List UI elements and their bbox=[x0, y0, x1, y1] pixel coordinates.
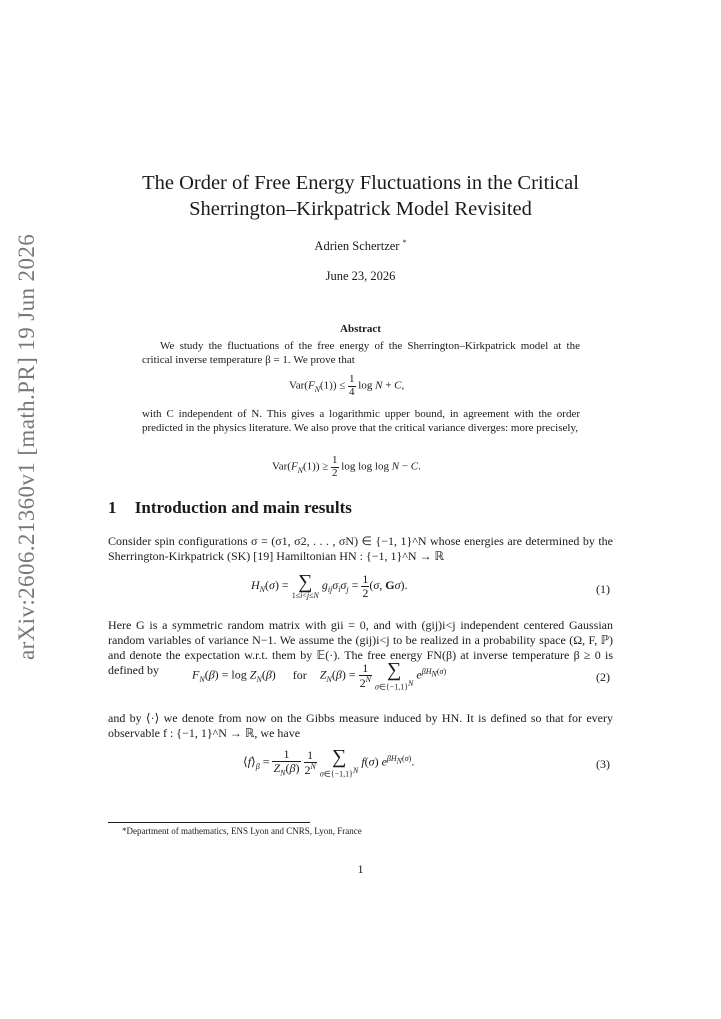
author-footnote-mark: * bbox=[402, 238, 407, 247]
paper-date: June 23, 2026 bbox=[325, 269, 396, 283]
abstract-paragraph-2: with C independent of N. This gives a logarithmic upper bound, in agreement with the order predicted in the physics literature. We also prove that the critical variance diverges: more precisely, bbox=[142, 408, 580, 434]
author-name: Adrien Schertzer bbox=[314, 239, 400, 254]
section-number: 1 bbox=[108, 498, 117, 517]
arxiv-sidebar-stamp: arXiv:2606.21360v1 [math.PR] 19 Jun 2026 bbox=[14, 233, 39, 660]
equation-label-2: (2) bbox=[596, 670, 610, 684]
section-title: Introduction and main results bbox=[134, 498, 352, 517]
paragraph-2: Here G is a symmetric random matrix with gii = 0, and with (gij)i<j independent centered Gaussian random variables of variance N−1. We assume the (gij)i<j to be realized in a probability space (Ω, F, ℙ) and denote the expectation w.r.t. them by 𝔼(·). The free energy FN(β) at inverse temperature β ≥ 0 is defined by bbox=[108, 618, 613, 677]
equation-label-1: (1) bbox=[596, 582, 610, 596]
abstract-equation-lower-bound: $Var(F_N(1))$ ≥ $\frac{1}{2}$ log log log N − C. bbox=[272, 454, 421, 479]
equation-free-energy: $F_N(\beta) = \log Z_N(\beta)$ for $Z_N(\beta)$ = $\frac{1}{2^N}$ ∑ $\sigma\in\{-1,1\}^N$ $e^{\beta H_N(\sigma)}$ bbox=[192, 659, 447, 692]
footnote-rule bbox=[108, 822, 310, 823]
abstract-paragraph-1: We study the fluctuations of the free energy of the Sherrington–Kirkpatrick model at the critical inverse temperature β = 1. We prove that bbox=[142, 340, 580, 366]
section-heading bbox=[108, 498, 352, 518]
paper-title-line-2: Sherrington–Kirkpatrick Model Revisited bbox=[189, 198, 532, 220]
abstract-equation-upper-bound: $Var(F_N(1))$ ≤ $\frac{1}{4}$ log N + C, bbox=[289, 373, 405, 398]
abstract-heading: Abstract bbox=[340, 323, 381, 335]
paper-title-line-1: The Order of Free Energy Fluctuations in the Critical bbox=[142, 172, 579, 194]
paragraph-1: Consider spin configurations σ = (σ1, σ2, . . . , σN) ∈ {−1, 1}^N whose energies are determined by the Sherrington-Kirkpatrick (SK) [19] Hamiltonian HN : {−1, 1}^N → ℝ bbox=[108, 534, 613, 563]
footnote: *Department of mathematics, ENS Lyon and CNRS, Lyon, France bbox=[122, 826, 362, 836]
paragraph-3: and by ⟨·⟩ we denote from now on the Gibbs measure induced by HN. It is defined so that for every observable f : {−1, 1}^N → ℝ, we have bbox=[108, 711, 613, 740]
equation-label-3: (3) bbox=[596, 757, 610, 771]
equation-hamiltonian: $H_N(\sigma)$ = ∑ 1≤i<j≤N $g_{ij}\sigma_i\sigma_j$ = $\frac{1}{2}$ (σ, Gσ). bbox=[251, 571, 408, 600]
equation-gibbs-average: $⟨f⟩_\beta$ = $\frac{1}{Z_N(\beta)}$ $\frac{1}{2^N}$ ∑ $\sigma\in\{-1,1\}^N$ f(σ) $e^{\beta H_N(\sigma)}$. bbox=[243, 746, 415, 779]
page-number: 1 bbox=[357, 862, 364, 876]
author-line bbox=[0, 238, 721, 254]
